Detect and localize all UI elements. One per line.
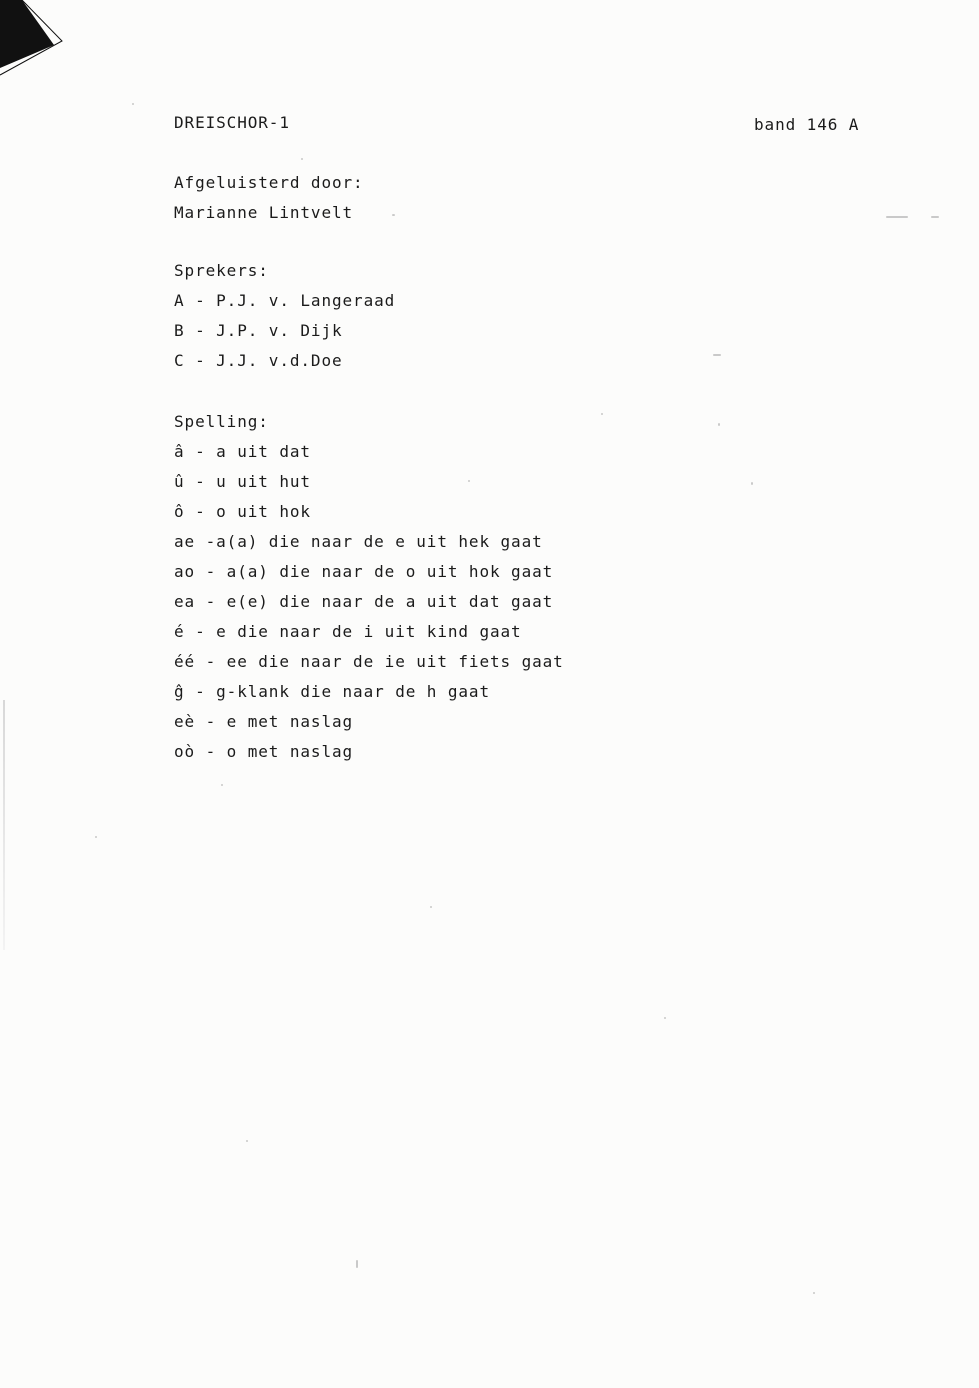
corner-mark-icon — [0, 0, 70, 80]
speakers-section — [174, 261, 395, 381]
speaker-line: C - J.J. v.d.Doe — [174, 351, 343, 370]
scan-speck — [886, 216, 908, 218]
band-label: band 146 A — [754, 115, 860, 134]
scan-edge-mark — [3, 700, 5, 950]
scan-speck — [813, 1292, 815, 1294]
scan-speck — [664, 1017, 666, 1019]
spelling-line: û - u uit hut — [174, 472, 311, 491]
scan-speck — [132, 103, 134, 105]
scan-speck — [301, 158, 303, 160]
scan-speck — [601, 413, 603, 415]
speaker-line: B - J.P. v. Dijk — [174, 321, 343, 340]
speakers-heading: Sprekers: — [174, 261, 269, 280]
spelling-line: ao - a(a) die naar de o uit hok gaat — [174, 562, 554, 581]
spelling-line: ea - e(e) die naar de a uit dat gaat — [174, 592, 554, 611]
scan-speck — [931, 216, 939, 218]
spelling-line: é - e die naar de i uit kind gaat — [174, 622, 522, 641]
spelling-line: oò - o met naslag — [174, 742, 354, 761]
listener-section — [174, 173, 364, 233]
scan-speck — [95, 836, 97, 838]
scan-speck — [246, 1140, 248, 1142]
listener-name: Marianne Lintvelt — [174, 203, 354, 222]
listener-heading: Afgeluisterd door: — [174, 173, 364, 192]
spelling-line: ae -a(a) die naar de e uit hek gaat — [174, 532, 543, 551]
spelling-section — [174, 412, 564, 772]
spelling-line: ĝ - g-klank die naar de h gaat — [174, 682, 490, 701]
scan-speck — [751, 482, 753, 485]
scan-speck — [356, 1260, 358, 1268]
spelling-line: éé - ee die naar de ie uit fiets gaat — [174, 652, 564, 671]
scan-speck — [718, 423, 720, 426]
scan-speck — [221, 784, 223, 786]
speaker-line: A - P.J. v. Langeraad — [174, 291, 396, 310]
scan-speck — [430, 906, 432, 908]
scan-speck — [713, 354, 721, 356]
spelling-line: ô - o uit hok — [174, 502, 311, 521]
spelling-line: eè - e met naslag — [174, 712, 354, 731]
spelling-line: â - a uit dat — [174, 442, 311, 461]
scan-speck — [392, 214, 395, 216]
document-title: DREISCHOR-1 — [174, 113, 290, 132]
spelling-heading: Spelling: — [174, 412, 269, 431]
